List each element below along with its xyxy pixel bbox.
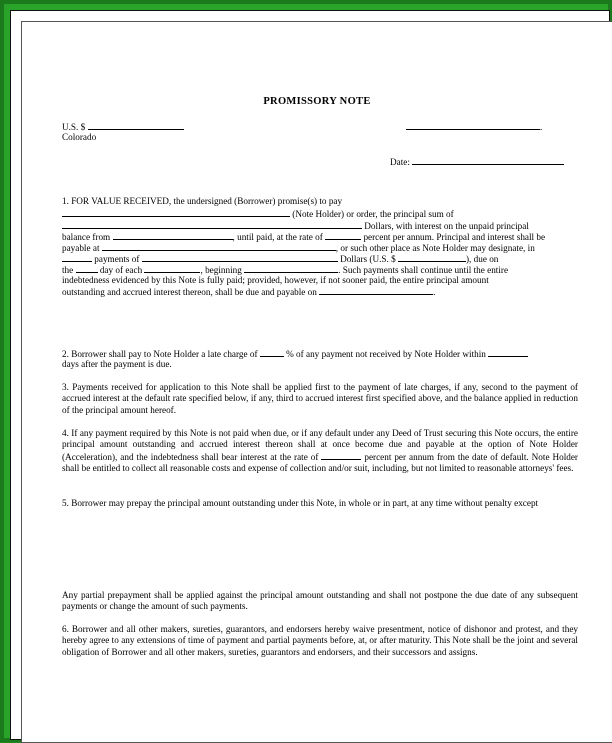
p1-line7: the day of each , beginning . Such payments shall continue until the entire [62, 265, 509, 275]
payment-amount-blank[interactable] [398, 253, 466, 262]
maturity-date-blank[interactable] [319, 286, 433, 295]
payment-words-blank[interactable] [142, 253, 338, 262]
document-page [21, 21, 612, 743]
p1-line3: Dollars, with interest on the unpaid principal [62, 220, 529, 232]
late-charge-blank[interactable] [260, 348, 284, 357]
p1-line8: indebtedness evidenced by this Note is fully paid; provided, however, if not sooner paid, the entire principal amount [62, 275, 489, 285]
paragraph-3: 3. Payments received for application to this Note shall be applied first to the payment of late charges, if any, second to the payment of accrued interest at the default rate specified below, if any, third to accrued interest first specified above, and the balance applied in reduction of the principal amount hereof. [62, 382, 578, 415]
date-blank[interactable] [412, 156, 564, 165]
amount-prefix: U.S. $ [62, 121, 184, 133]
amount-blank[interactable] [88, 121, 184, 130]
num-payments-blank[interactable] [62, 253, 92, 262]
date-line: Date: [390, 156, 564, 168]
p2-line2: days after the payment is due. [62, 359, 172, 369]
p1-line1: 1. FOR VALUE RECEIVED, the undersigned (Borrower) promise(s) to pay [62, 196, 343, 206]
p1-line9: outstanding and accrued interest thereon, shall be due and payable on . [62, 287, 436, 297]
p1-line2: (Note Holder) or order, the principal sum of [62, 208, 454, 220]
paragraph-5-continued: Any partial prepayment shall be applied against the principal amount outstanding and shall not postpone the due date of any subsequent payments or change the amount of such payments. [62, 590, 578, 612]
beginning-blank[interactable] [244, 264, 338, 273]
balance-from-blank[interactable] [113, 231, 233, 240]
payee-blank[interactable] [62, 208, 290, 217]
principal-blank[interactable] [62, 220, 362, 229]
p1-line4: balance from , until paid, at the rate of percent per annum. Principal and interest shall be [62, 232, 546, 242]
p2-line1: 2. Borrower shall pay to Note Holder a late charge of % of any payment not received by Note Holder within [62, 348, 528, 360]
paragraph-5: 5. Borrower may prepay the principal amount outstanding under this Note, in whole or in part, at any time without penalty except [62, 498, 539, 508]
location-blank[interactable] [406, 121, 540, 130]
day-blank[interactable] [76, 264, 98, 273]
document-title: PROMISSORY NOTE [263, 96, 371, 107]
payable-at-blank[interactable] [102, 242, 336, 251]
interest-rate-blank[interactable] [325, 231, 361, 240]
p1-line6: payments of Dollars (U.S. $ ), due on [62, 253, 498, 265]
paragraph-4: 4. If any payment required by this Note is not paid when due, or if any default under any Deed of Trust securing this Note occurs, the entire principal amount outstanding and accrued interest thereon shall at once become due and payable at the option of Note Holder (Acceleration), and the indebtedness shall bear interest at the rate of percent per annum from the date of default. Note Holder shall be entitled to collect all reasonable costs and expense of collection and/or suit, including, but not limited to reasonable attorneys' fees. [62, 428, 578, 474]
p1-line5: payable at , or such other place as Note Holder may designate, in [62, 243, 535, 253]
state-label: Colorado [62, 132, 97, 142]
grace-days-blank[interactable] [488, 348, 528, 357]
period-blank[interactable] [144, 264, 200, 273]
document-border [10, 10, 610, 740]
default-rate-blank[interactable] [321, 451, 361, 460]
paragraph-6: 6. Borrower and all other makers, sureties, guarantors, and endorsers hereby waive presentment, notice of dishonor and protest, and they hereby agree to any extensions of time of payment and partial payments before, at, or after maturity. This Note shall be the joint and several obligation of Borrower and all other makers, sureties, guarantors and endorsers, and their successors and assigns. [62, 624, 578, 657]
location-line: . [406, 121, 542, 133]
